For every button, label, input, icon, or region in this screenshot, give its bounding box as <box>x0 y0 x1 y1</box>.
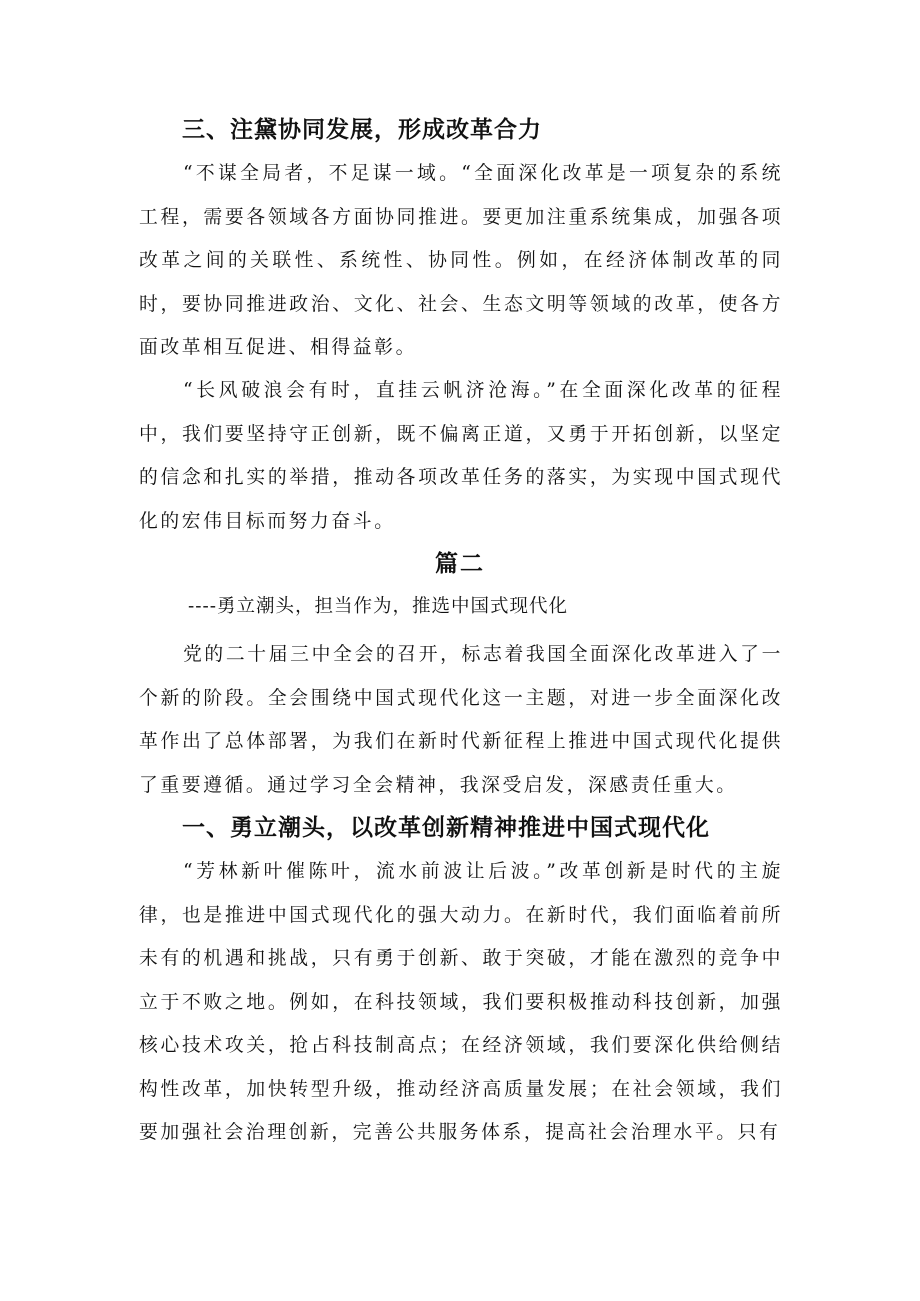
part-two-title: 篇二 <box>435 551 485 577</box>
paragraph-long-wind: “长风破浪会有时，直挂云帆济沧海。”在全面深化改革的征程中，我们要坚持守正创新，既不偏离正道，又勇于开拓创新，以坚定的信念和扎实的举措，推动各项改革任务的落实，为实现中国式现代化的宏伟目标而努力奋斗。 <box>139 380 783 532</box>
paragraph-plenary-intro: 党的二十届三中全会的召开，标志着我国全面深化改革进入了一个新的阶段。全会围绕中国式现代化这一主题，对进一步全面深化改革作出了总体部署，为我们在新时代新征程上推进中国式现代化提供了重要遵循。通过学习全会精神，我深受启发，深感责任重大。 <box>139 644 783 796</box>
section-heading-three: 三、注黛协同发展，形成改革合力 <box>182 117 542 143</box>
section-heading-one: 一、勇立潮头，以改革创新精神推进中国式现代化 <box>182 815 710 841</box>
part-two-subtitle: ----勇立潮头，担当作为，推选中国式现代化 <box>188 596 569 617</box>
paragraph-reform-innovation: “芳林新叶催陈叶，流水前波让后波。”改革创新是时代的主旋律，也是推进中国式现代化的强大动力。在新时代，我们面临着前所未有的机遇和挑战，只有勇于创新、敢于突破，才能在激烈的竞争中立于不败之地。例如，在科技领域，我们要积极推动科技创新，加强核心技术攻关，抢占科技制高点；在经济领域，我们要深化供给侧结构性改革，加快转型升级，推动经济高质量发展；在社会领域，我们要加强社会治理创新，完善公共服务体系，提高社会治理水平。只有 <box>139 861 783 1143</box>
paragraph-system-integration: “不谋全局者，不足谋一域。“全面深化改革是一项复杂的系统工程，需要各领域各方面协同推进。要更加注重系统集成，加强各项改革之间的关联性、系统性、协同性。例如，在经济体制改革的同时，要协同推进政治、文化、社会、生态文明等领域的改革，使各方面改革相互促进、相得益彰。 <box>139 163 783 358</box>
